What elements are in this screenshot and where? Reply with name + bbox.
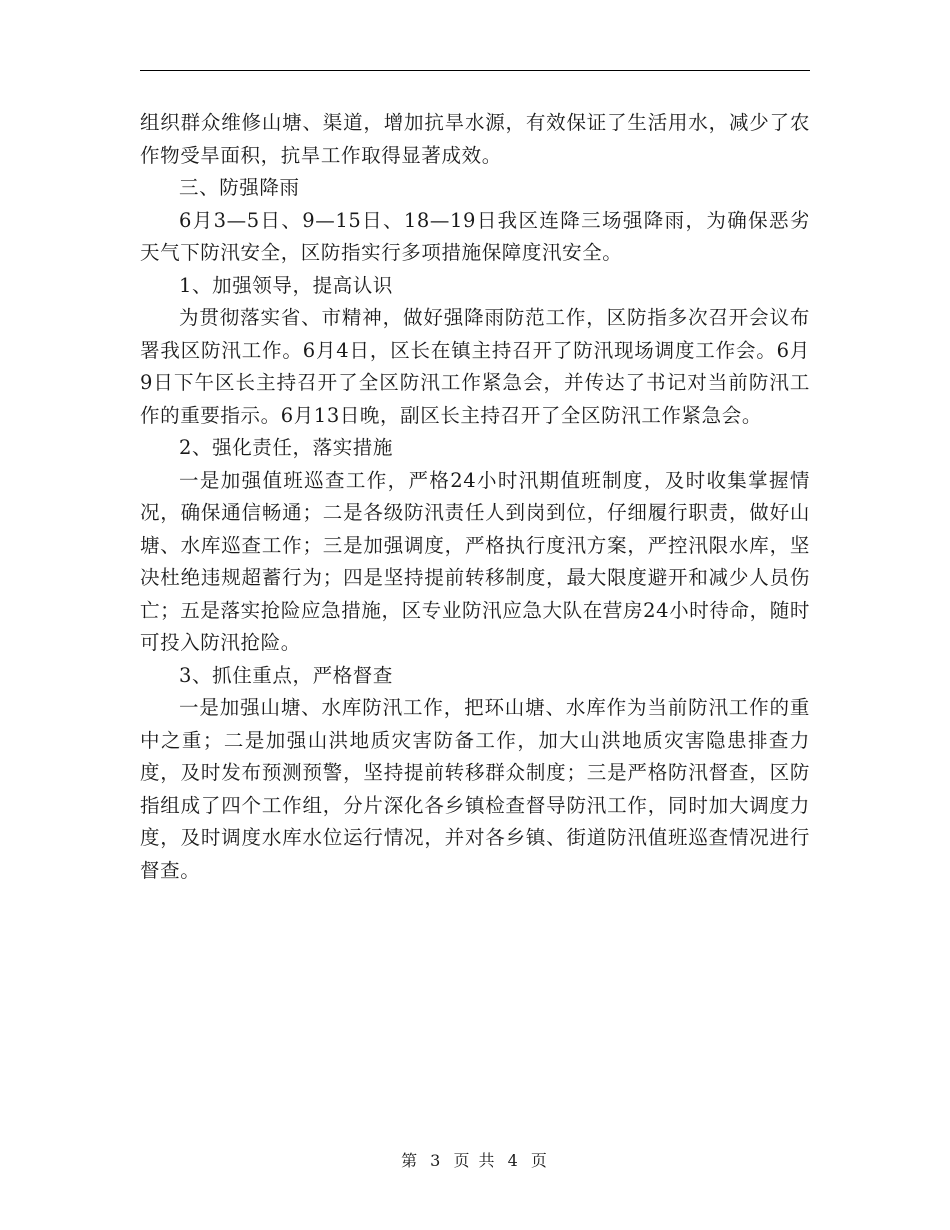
subheading-1: 1、加强领导，提高认识: [179, 273, 394, 297]
subheading-3: 3、抓住重点，严格督查: [179, 663, 394, 687]
paragraph-2: 6月3—5日、9—15日、18—19日我区连降三场强降雨，为确保恶劣天气下防汛安全，区防指实行多项措施保障度汛安全。: [140, 208, 810, 264]
page-footer: [0, 1148, 950, 1171]
paragraph-5: 一是加强山塘、水库防汛工作，把环山塘、水库作为当前防汛工作的重中之重；二是加强山洪地质灾害防备工作，加大山洪地质灾害隐患排查力度，及时发布预测预警，坚持提前转移群众制度；三是严格防汛督查，区防指组成了四个工作组，分片深化各乡镇检查督导防汛工作，同时加大调度力度，及时调度水库水位运行情况，并对各乡镇、街道防汛值班巡查情况进行督查。: [140, 696, 810, 882]
footer-middle: 页 共: [453, 1151, 497, 1170]
footer-total-pages: 4: [507, 1151, 520, 1170]
subheading-2: 2、强化责任，落实措施: [179, 436, 394, 459]
footer-suffix: 页: [530, 1151, 549, 1170]
section-heading-3: 三、防强降雨: [179, 176, 300, 199]
paragraph-4: 一是加强值班巡查工作，严格24小时汛期值班制度，及时收集掌握情况，确保通信畅通；二是各级防汛责任人到岗到位，仔细履行职责，做好山塘、水库巡查工作；三是加强调度，严格执行度汛方案，严控汛限水库，坚决杜绝违规超蓄行为；四是坚持提前转移制度，最大限度避开和减少人员伤亡；五是落实抢险应急措施，区专业防汛应急大队在营房24小时待命，随时可投入防汛抢险。: [140, 468, 810, 654]
footer-prefix: 第: [401, 1151, 420, 1170]
paragraph-3: 为贯彻落实省、市精神，做好强降雨防范工作，区防指多次召开会议布署我区防汛工作。6月4日，区长在镇主持召开了防汛现场调度工作会。6月9日下午区长主持召开了全区防汛工作紧急会，并传达了书记对当前防汛工作的重要指示。6月13日晚，副区长主持召开了全区防汛工作紧急会。: [140, 306, 810, 427]
paragraph-1: 组织群众维修山塘、渠道，增加抗旱水源，有效保证了生活用水，减少了农作物受旱面积，抗旱工作取得显著成效。: [140, 111, 810, 167]
document-body: [140, 107, 810, 887]
header-rule: [140, 70, 810, 71]
footer-current-page: 3: [430, 1151, 443, 1170]
